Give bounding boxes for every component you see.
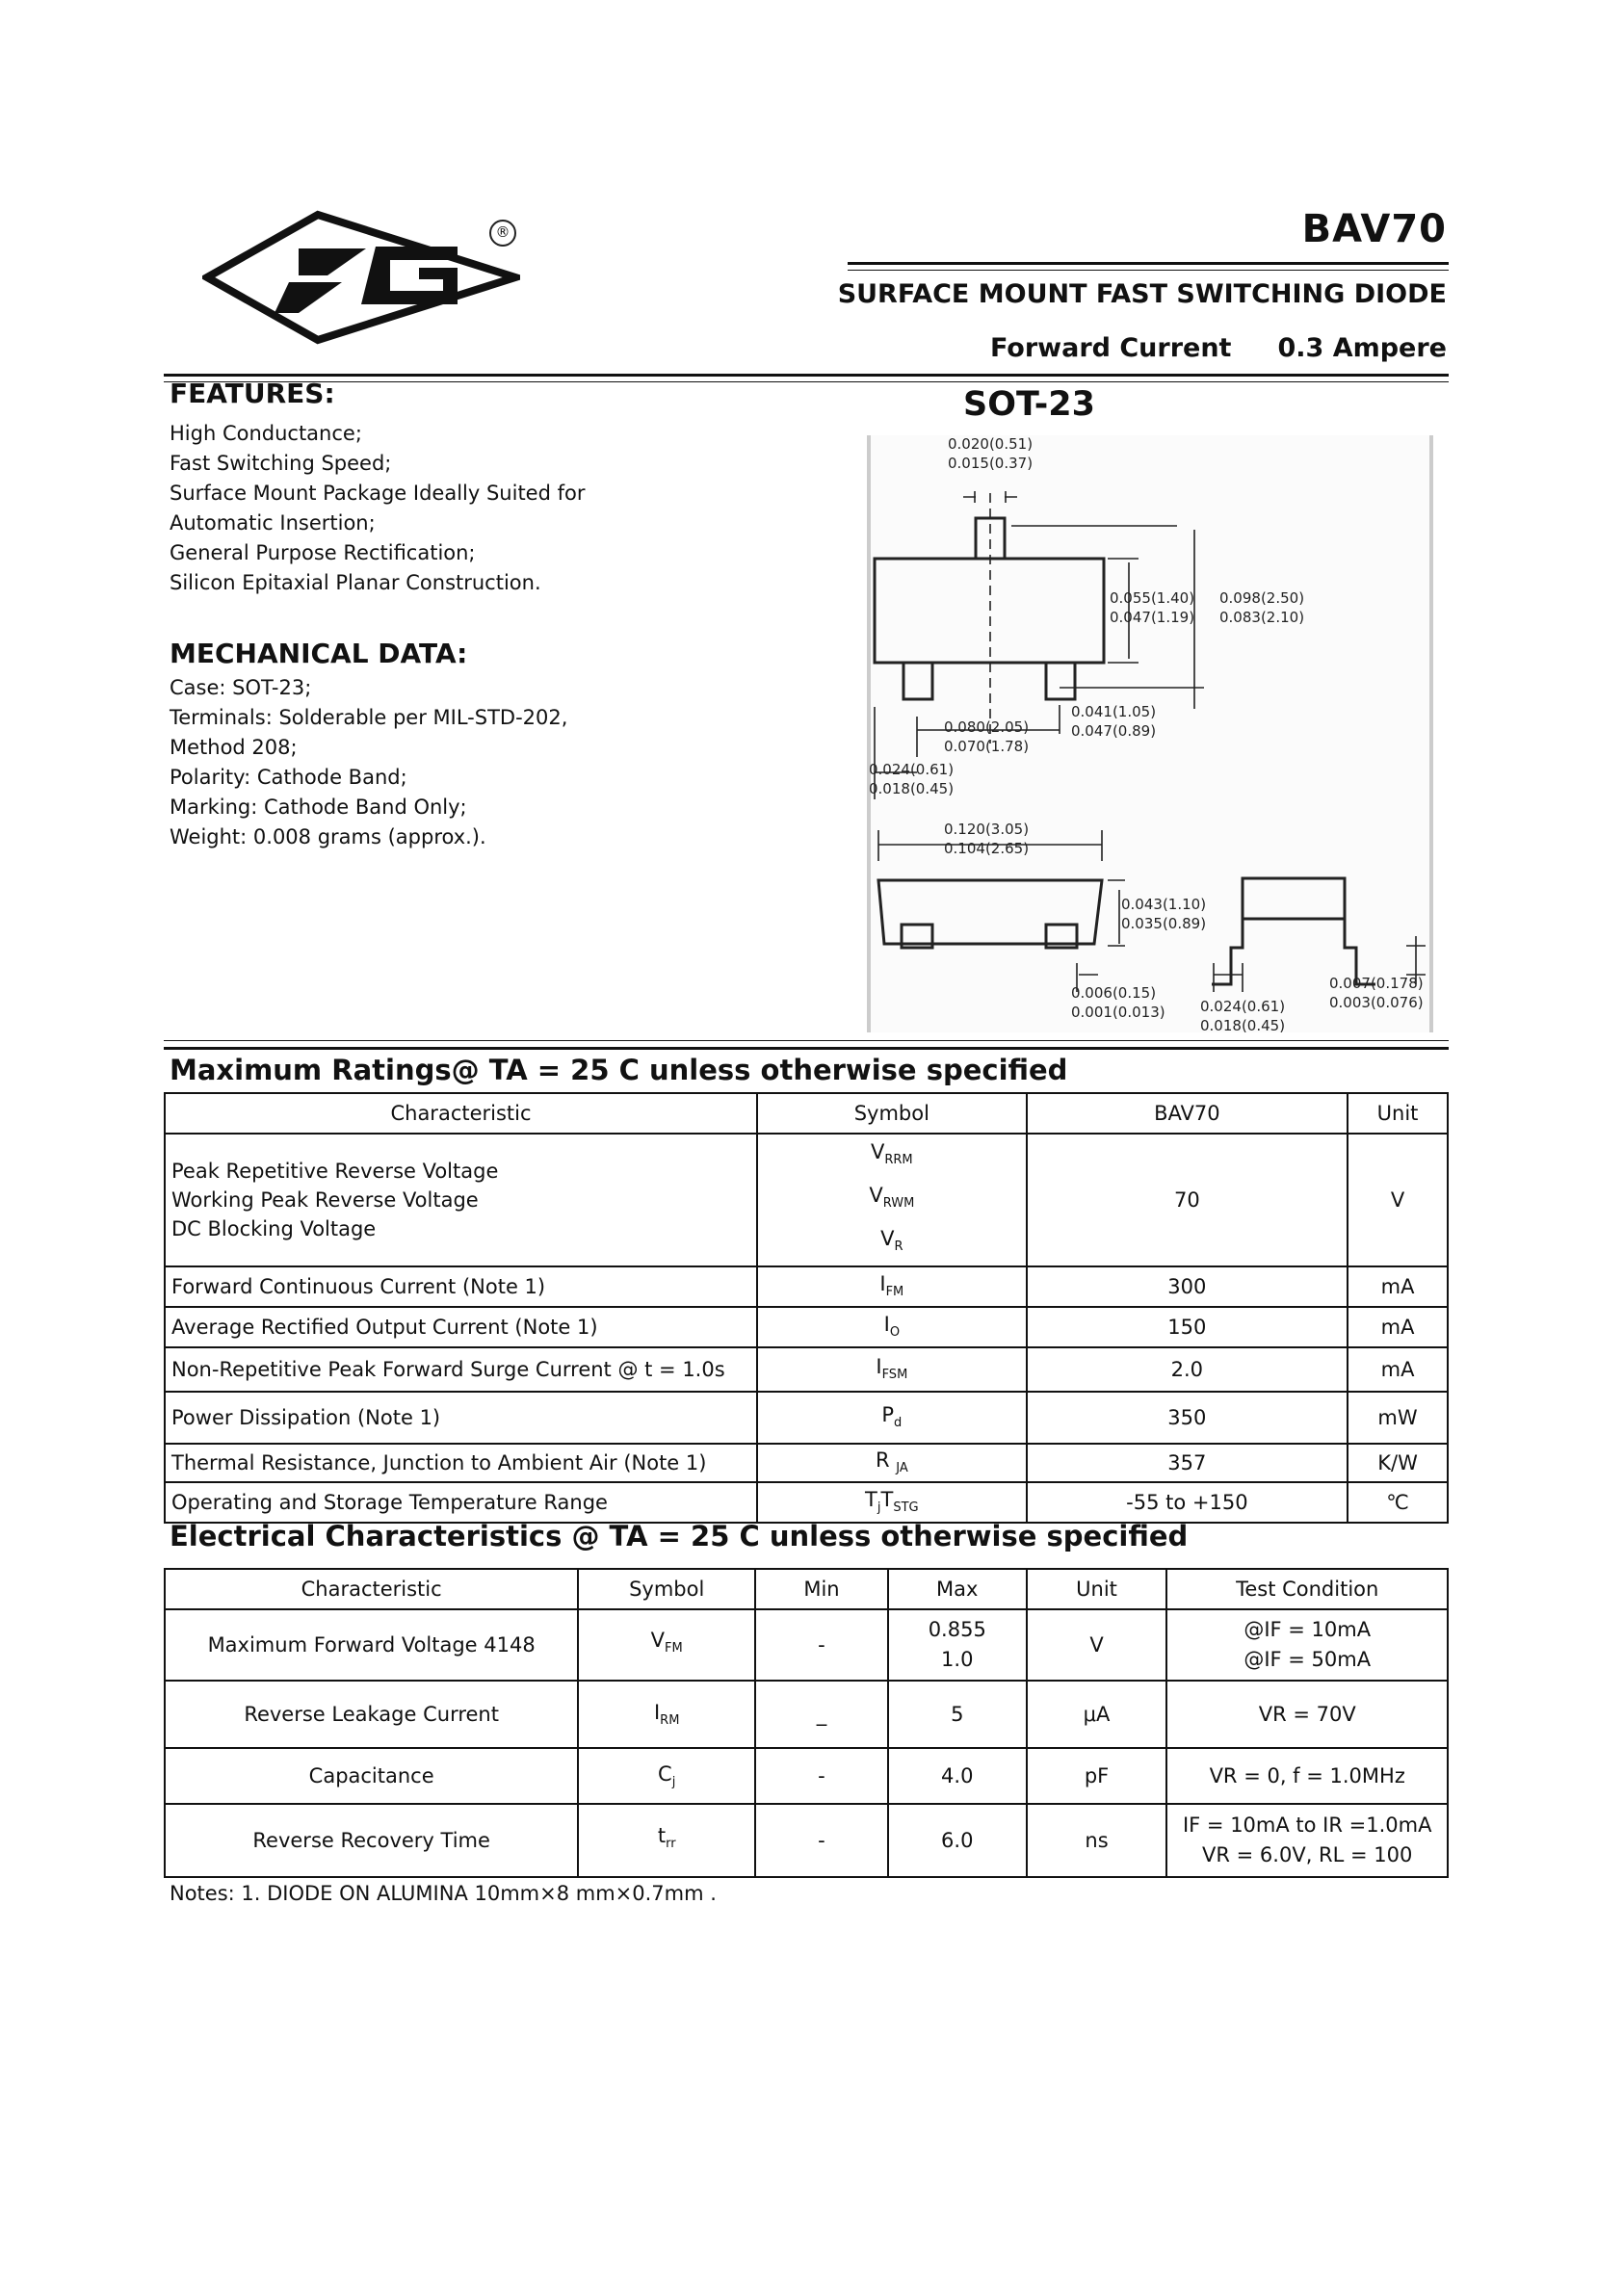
- symbol-cell: [757, 1307, 1027, 1347]
- svg-text:0.018(0.45): 0.018(0.45): [869, 780, 955, 797]
- characteristic-cell: Forward Continuous Current (Note 1): [165, 1266, 757, 1307]
- mechanical-item: Polarity: Cathode Band;: [170, 766, 407, 789]
- condition-cell: VR = 70V: [1166, 1681, 1448, 1748]
- symbol-cell: [757, 1444, 1027, 1482]
- registered-mark: ®: [489, 220, 516, 247]
- svg-text:0.098(2.50): 0.098(2.50): [1219, 589, 1305, 607]
- characteristic-cell: Reverse Recovery Time: [165, 1804, 578, 1877]
- min-cell: -: [755, 1748, 888, 1804]
- package-outline-drawing: [867, 435, 1433, 1032]
- characteristic-cell: Reverse Leakage Current: [165, 1681, 578, 1748]
- max-value: 0.855: [928, 1618, 986, 1641]
- min-cell: _: [755, 1681, 888, 1748]
- features-section: [170, 378, 844, 598]
- symbol-main: I: [876, 1355, 882, 1379]
- zg-logo: [202, 210, 520, 345]
- header-cell: Symbol: [578, 1569, 755, 1609]
- unit-cell: K/W: [1348, 1444, 1448, 1482]
- mechanical-heading: MECHANICAL DATA:: [170, 638, 468, 669]
- unit-cell: V: [1027, 1609, 1167, 1681]
- symbol-sub: R: [894, 1239, 903, 1255]
- characteristic-cell: Average Rectified Output Current (Note 1): [165, 1307, 757, 1347]
- mechanical-section: [170, 638, 844, 852]
- mechanical-item: Terminals: Solderable per MIL-STD-202,: [170, 706, 568, 729]
- svg-text:0.047(0.89): 0.047(0.89): [1071, 722, 1157, 740]
- svg-text:0.020(0.51): 0.020(0.51): [948, 435, 1034, 453]
- svg-text:0.003(0.076): 0.003(0.076): [1329, 994, 1424, 1011]
- header-rule-thin: [848, 270, 1449, 271]
- features-list: [170, 419, 844, 598]
- characteristic-cell: Power Dissipation (Note 1): [165, 1392, 757, 1444]
- symbol-main: T: [865, 1488, 877, 1512]
- table-row: [165, 1444, 1448, 1482]
- characteristic-cell: Capacitance: [165, 1748, 578, 1804]
- min-cell: -: [755, 1804, 888, 1877]
- svg-text:0.001(0.013): 0.001(0.013): [1071, 1004, 1165, 1021]
- symbol-cell: [757, 1392, 1027, 1444]
- svg-text:0.043(1.10): 0.043(1.10): [1121, 896, 1207, 913]
- svg-text:0.024(0.61): 0.024(0.61): [869, 761, 955, 778]
- symbol-main: I: [883, 1313, 890, 1337]
- ratings-rule-thin: [164, 1040, 1449, 1041]
- header-cell: Test Condition: [1166, 1569, 1448, 1609]
- characteristic-cell: Maximum Forward Voltage 4148: [165, 1609, 578, 1681]
- unit-cell: mA: [1348, 1307, 1448, 1347]
- forward-current-label: Forward Current: [989, 333, 1232, 363]
- table-row: [165, 1748, 1448, 1804]
- characteristic-line: Peak Repetitive Reverse Voltage: [171, 1159, 499, 1183]
- section-rule: [164, 374, 1449, 377]
- svg-text:0.006(0.15): 0.006(0.15): [1071, 984, 1157, 1002]
- header-cell: Min: [755, 1569, 888, 1609]
- characteristic-line: Working Peak Reverse Voltage: [171, 1187, 479, 1212]
- feature-item: Fast Switching Speed;: [170, 452, 392, 475]
- header-cell: Characteristic: [165, 1093, 757, 1134]
- symbol-sub: FM: [665, 1641, 683, 1657]
- symbol-sub: JA: [896, 1461, 908, 1476]
- max-ratings-table: [164, 1092, 1449, 1524]
- value-cell: 150: [1027, 1307, 1348, 1347]
- part-number: BAV70: [1301, 207, 1447, 251]
- header-cell: Unit: [1027, 1569, 1167, 1609]
- symbol-cell: [757, 1347, 1027, 1392]
- max-cell: 4.0: [888, 1748, 1027, 1804]
- symbol-cell: [757, 1482, 1027, 1523]
- package-title: SOT-23: [963, 385, 1095, 424]
- electrical-table: [164, 1568, 1449, 1878]
- table-row: [165, 1681, 1448, 1748]
- max-cell: [888, 1609, 1027, 1681]
- condition-line: IF = 10mA to IR =1.0mA: [1182, 1813, 1432, 1837]
- mechanical-item: Case: SOT-23;: [170, 676, 312, 699]
- symbol-sub: STG: [893, 1500, 919, 1516]
- header-cell: Unit: [1348, 1093, 1448, 1134]
- symbol-main: I: [879, 1272, 886, 1296]
- table-row: [165, 1347, 1448, 1392]
- max-ratings-title: Maximum Ratings@ TA = 25 C unless otherwise specified: [170, 1054, 1068, 1086]
- mechanical-list: [170, 673, 844, 852]
- symbol: [764, 1178, 1020, 1221]
- svg-text:0.083(2.10): 0.083(2.10): [1219, 609, 1305, 626]
- value-cell: 2.0: [1027, 1347, 1348, 1392]
- unit-cell: ns: [1027, 1804, 1167, 1877]
- symbol-main: t: [657, 1824, 667, 1848]
- symbol-cell: [578, 1804, 755, 1877]
- condition-line: @IF = 10mA: [1243, 1618, 1372, 1641]
- table-row: [165, 1482, 1448, 1523]
- symbol-main: C: [658, 1761, 672, 1786]
- value-cell: 70: [1027, 1134, 1348, 1266]
- condition-cell: [1166, 1609, 1448, 1681]
- symbol: [764, 1135, 1020, 1178]
- svg-text:0.018(0.45): 0.018(0.45): [1200, 1017, 1286, 1032]
- condition-cell: VR = 0, f = 1.0MHz: [1166, 1748, 1448, 1804]
- unit-cell: μA: [1027, 1681, 1167, 1748]
- symbol-sub: rr: [666, 1837, 676, 1852]
- feature-item: General Purpose Rectification;: [170, 541, 476, 564]
- device-subtitle: SURFACE MOUNT FAST SWITCHING DIODE: [837, 279, 1447, 309]
- symbol-cell: [757, 1266, 1027, 1307]
- forward-current-value: 0.3 Ampere: [1277, 333, 1447, 363]
- unit-cell: pF: [1027, 1748, 1167, 1804]
- header-cell: Max: [888, 1569, 1027, 1609]
- mechanical-item: Marking: Cathode Band Only;: [170, 796, 467, 819]
- symbol-cell: [578, 1681, 755, 1748]
- svg-text:0.070(1.78): 0.070(1.78): [944, 738, 1030, 755]
- characteristic-cell: [165, 1134, 757, 1266]
- min-cell: -: [755, 1609, 888, 1681]
- characteristic-cell: Non-Repetitive Peak Forward Surge Current @ t = 1.0s: [165, 1347, 757, 1392]
- unit-cell: ℃: [1348, 1482, 1448, 1523]
- svg-text:0.055(1.40): 0.055(1.40): [1110, 589, 1195, 607]
- value-cell: 357: [1027, 1444, 1348, 1482]
- symbol-sub: j: [671, 1775, 676, 1790]
- ratings-rule: [164, 1047, 1449, 1050]
- symbol-cell: [757, 1134, 1027, 1266]
- symbol-sub: FSM: [881, 1368, 908, 1383]
- unit-cell: mA: [1348, 1266, 1448, 1307]
- characteristic-cell: Thermal Resistance, Junction to Ambient Air (Note 1): [165, 1444, 757, 1482]
- header-cell: BAV70: [1027, 1093, 1348, 1134]
- svg-text:0.047(1.19): 0.047(1.19): [1110, 609, 1195, 626]
- notes: Notes: 1. DIODE ON ALUMINA 10mm×8 mm×0.7mm .: [170, 1882, 717, 1905]
- svg-text:0.104(2.65): 0.104(2.65): [944, 840, 1030, 857]
- value-cell: -55 to +150: [1027, 1482, 1348, 1523]
- symbol-sub: O: [889, 1325, 901, 1341]
- symbol-main: I: [653, 1700, 661, 1724]
- feature-item: High Conductance;: [170, 422, 362, 445]
- characteristic-line: DC Blocking Voltage: [171, 1216, 377, 1240]
- forward-current: [990, 333, 1447, 363]
- symbol-cell: [578, 1609, 755, 1681]
- symbol: [764, 1221, 1020, 1265]
- condition-line: @IF = 50mA: [1243, 1648, 1372, 1671]
- value-cell: 350: [1027, 1392, 1348, 1444]
- svg-text:0.080(2.05): 0.080(2.05): [944, 718, 1030, 736]
- svg-text:0.041(1.05): 0.041(1.05): [1071, 703, 1157, 720]
- mechanical-item: Weight: 0.008 grams (approx.).: [170, 825, 486, 848]
- feature-item: Surface Mount Package Ideally Suited for: [170, 482, 586, 505]
- table-row: [165, 1307, 1448, 1347]
- characteristic-cell: Operating and Storage Temperature Range: [165, 1482, 757, 1523]
- symbol-main: T: [880, 1488, 894, 1512]
- table-row: [165, 1392, 1448, 1444]
- table-row: [165, 1609, 1448, 1681]
- symbol-main: V: [869, 1184, 883, 1208]
- svg-text:0.007(0.178): 0.007(0.178): [1329, 975, 1424, 992]
- symbol-sub: RRM: [884, 1153, 913, 1168]
- symbol-sub: FM: [885, 1285, 904, 1300]
- unit-cell: mW: [1348, 1392, 1448, 1444]
- symbol-main: V: [870, 1140, 885, 1163]
- max-cell: 5: [888, 1681, 1027, 1748]
- electrical-title: Electrical Characteristics @ TA = 25 C unless otherwise specified: [170, 1520, 1189, 1552]
- symbol-main: V: [880, 1227, 895, 1251]
- condition-cell: [1166, 1804, 1448, 1877]
- svg-text:0.015(0.37): 0.015(0.37): [948, 455, 1034, 472]
- symbol-cell: [578, 1748, 755, 1804]
- table-row: [165, 1134, 1448, 1266]
- mechanical-item: Method 208;: [170, 736, 298, 759]
- header-rule: [848, 262, 1449, 265]
- svg-text:0.024(0.61): 0.024(0.61): [1200, 998, 1286, 1015]
- svg-text:0.120(3.05): 0.120(3.05): [944, 821, 1030, 838]
- table-header-row: [165, 1569, 1448, 1609]
- header-cell: Characteristic: [165, 1569, 578, 1609]
- symbol-sub: d: [894, 1416, 903, 1431]
- condition-line: VR = 6.0V, RL = 100: [1202, 1843, 1413, 1866]
- table-row: [165, 1266, 1448, 1307]
- value-cell: 300: [1027, 1266, 1348, 1307]
- features-heading: FEATURES:: [170, 378, 335, 409]
- table-header-row: [165, 1093, 1448, 1134]
- max-cell: 6.0: [888, 1804, 1027, 1877]
- unit-cell: V: [1348, 1134, 1448, 1266]
- feature-item: Silicon Epitaxial Planar Construction.: [170, 571, 541, 594]
- feature-item: Automatic Insertion;: [170, 511, 376, 535]
- unit-cell: mA: [1348, 1347, 1448, 1392]
- header-cell: Symbol: [757, 1093, 1027, 1134]
- symbol-sub: RWM: [882, 1196, 915, 1212]
- symbol-main: R: [875, 1448, 897, 1473]
- table-row: [165, 1804, 1448, 1877]
- symbol-main: P: [881, 1403, 895, 1427]
- symbol-sub: j: [877, 1500, 881, 1516]
- symbol-sub: RM: [660, 1713, 680, 1729]
- svg-text:0.035(0.89): 0.035(0.89): [1121, 915, 1207, 932]
- max-value: 1.0: [941, 1648, 974, 1671]
- symbol-main: V: [650, 1629, 666, 1653]
